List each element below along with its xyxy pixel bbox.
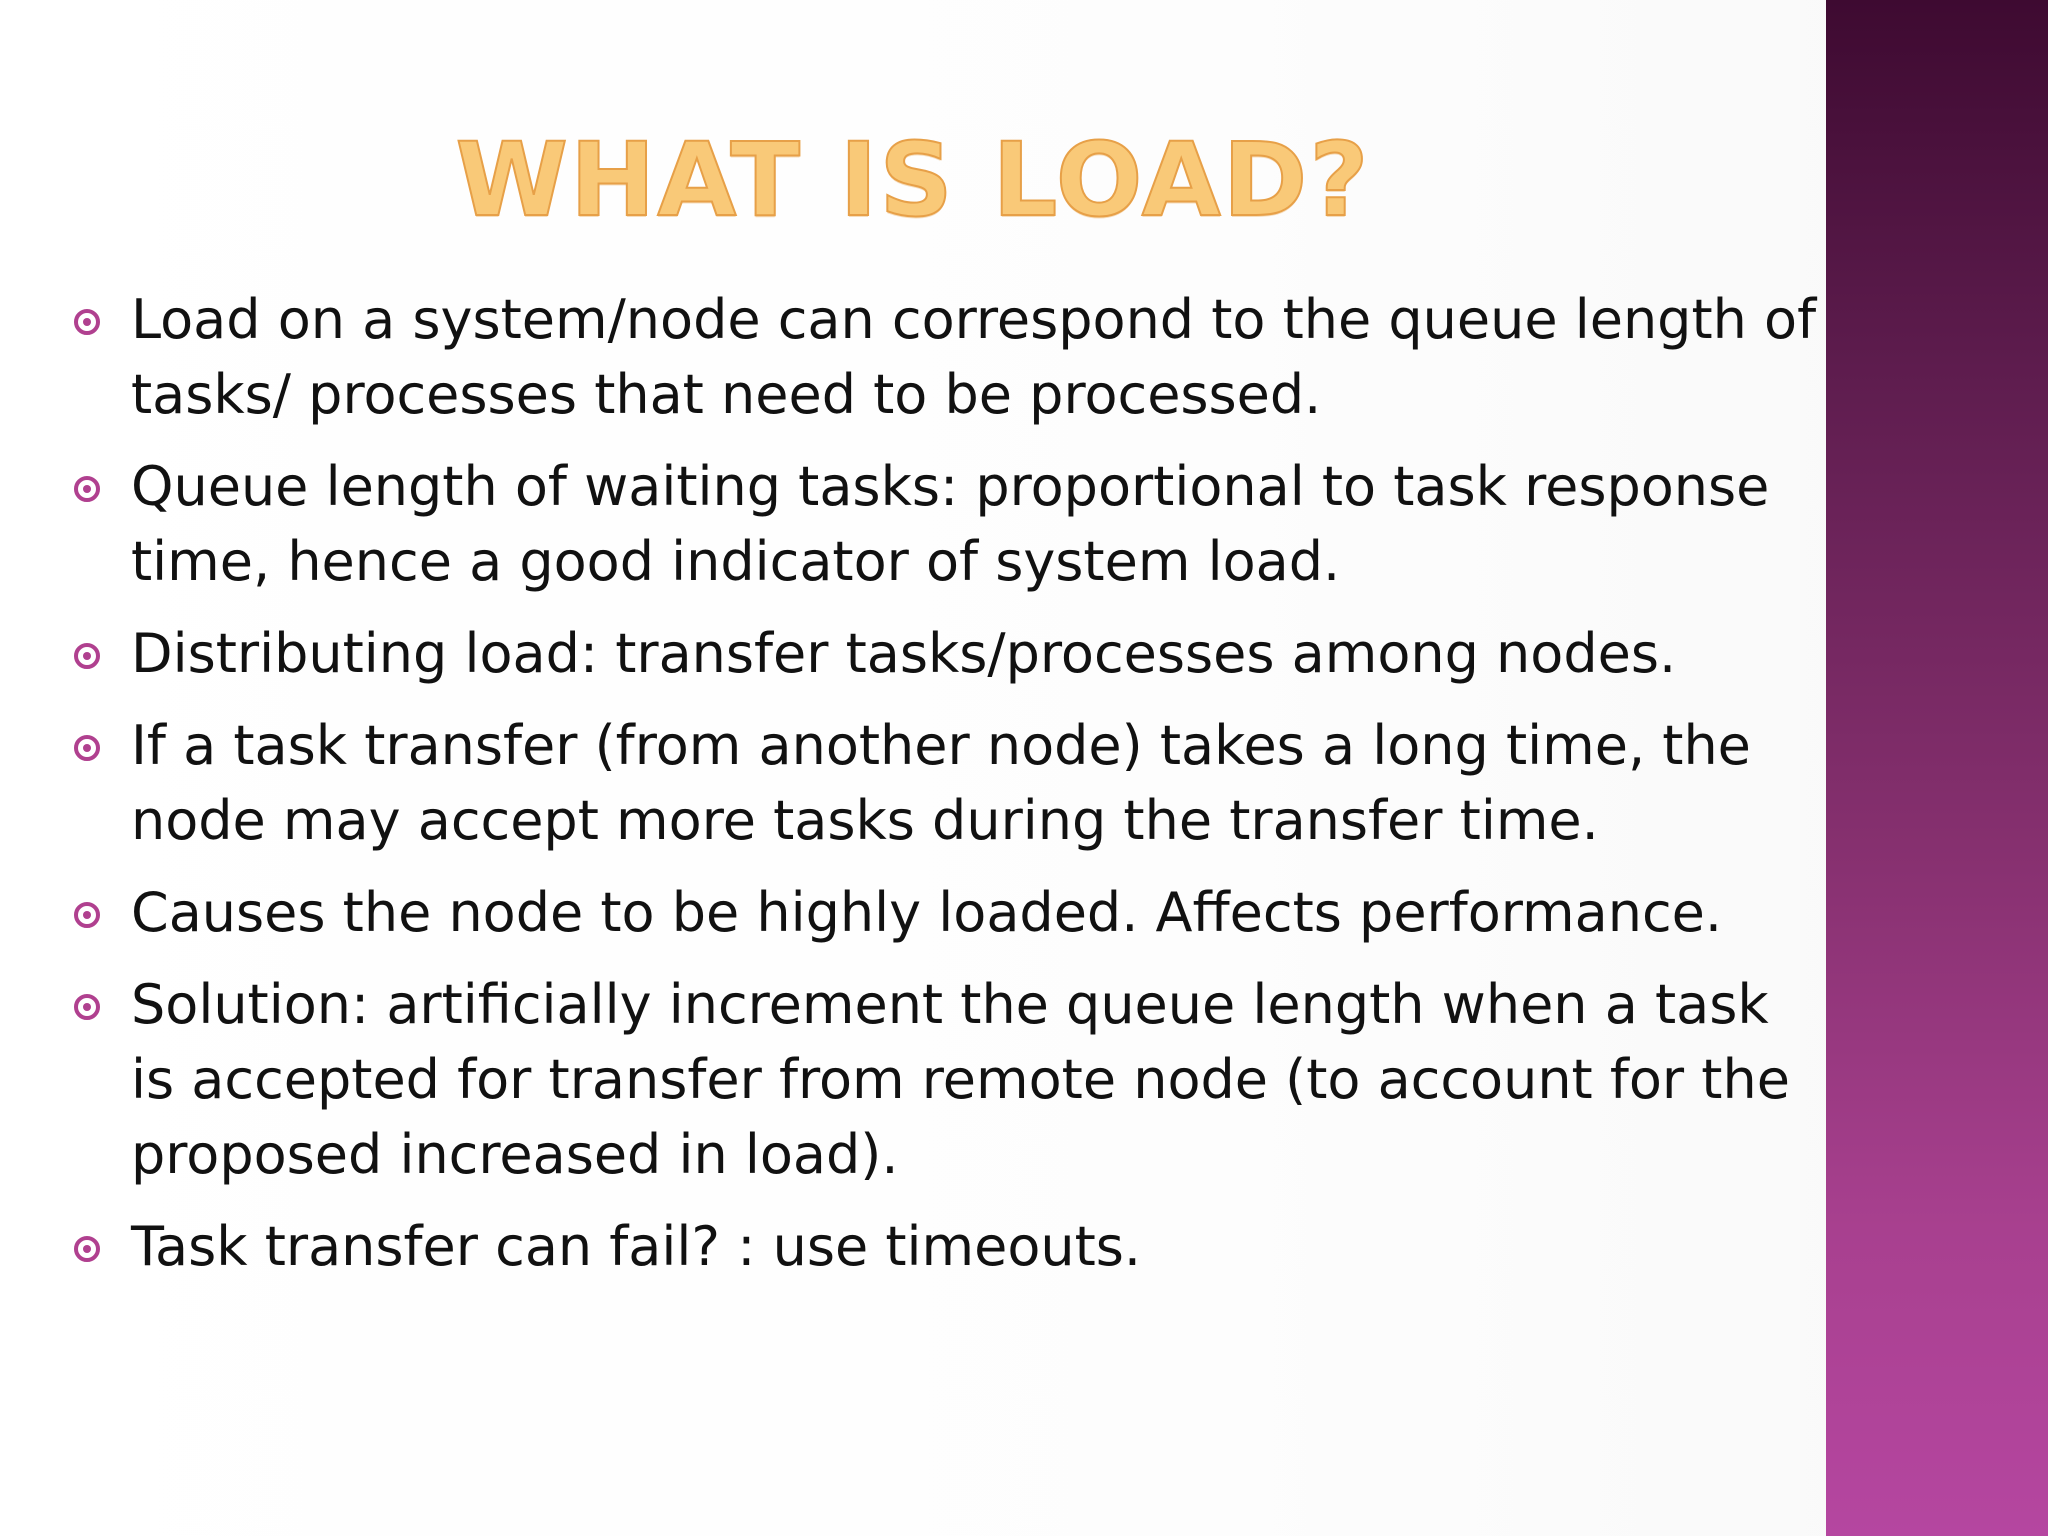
slide-title: WHAT IS LOAD? <box>455 121 1371 240</box>
circled-dot-icon <box>74 902 100 928</box>
list-item <box>64 708 1820 858</box>
bullet-text: Causes the node to be highly loaded. Affects performance. <box>131 881 1723 944</box>
list-item <box>64 616 1820 691</box>
decorative-sidebar <box>1826 0 2048 1536</box>
list-item <box>64 449 1820 599</box>
bullet-text: Distributing load: transfer tasks/processes among nodes. <box>131 622 1677 685</box>
circled-dot-icon <box>74 735 100 761</box>
list-item <box>64 1209 1820 1284</box>
circled-dot-icon <box>74 476 100 502</box>
bullet-text: Queue length of waiting tasks: proportional to task response time, hence a good indicator of system load. <box>131 455 1770 593</box>
bullet-text: Solution: artificially increment the queue length when a task is accepted for transfer from remote node (to account for the proposed increased in load). <box>131 973 1790 1186</box>
circled-dot-icon <box>74 643 100 669</box>
list-item <box>64 875 1820 950</box>
list-item <box>64 282 1820 432</box>
circled-dot-icon <box>74 994 100 1020</box>
circled-dot-icon <box>74 1236 100 1262</box>
list-item <box>64 967 1820 1192</box>
circled-dot-icon <box>74 309 100 335</box>
bullet-text: If a task transfer (from another node) takes a long time, the node may accept more tasks during the transfer time. <box>131 714 1751 852</box>
bullet-list <box>64 282 1820 1301</box>
bullet-text: Task transfer can fail? : use timeouts. <box>131 1215 1142 1278</box>
bullet-text: Load on a system/node can correspond to the queue length of tasks/ processes that need to be processed. <box>131 288 1817 426</box>
